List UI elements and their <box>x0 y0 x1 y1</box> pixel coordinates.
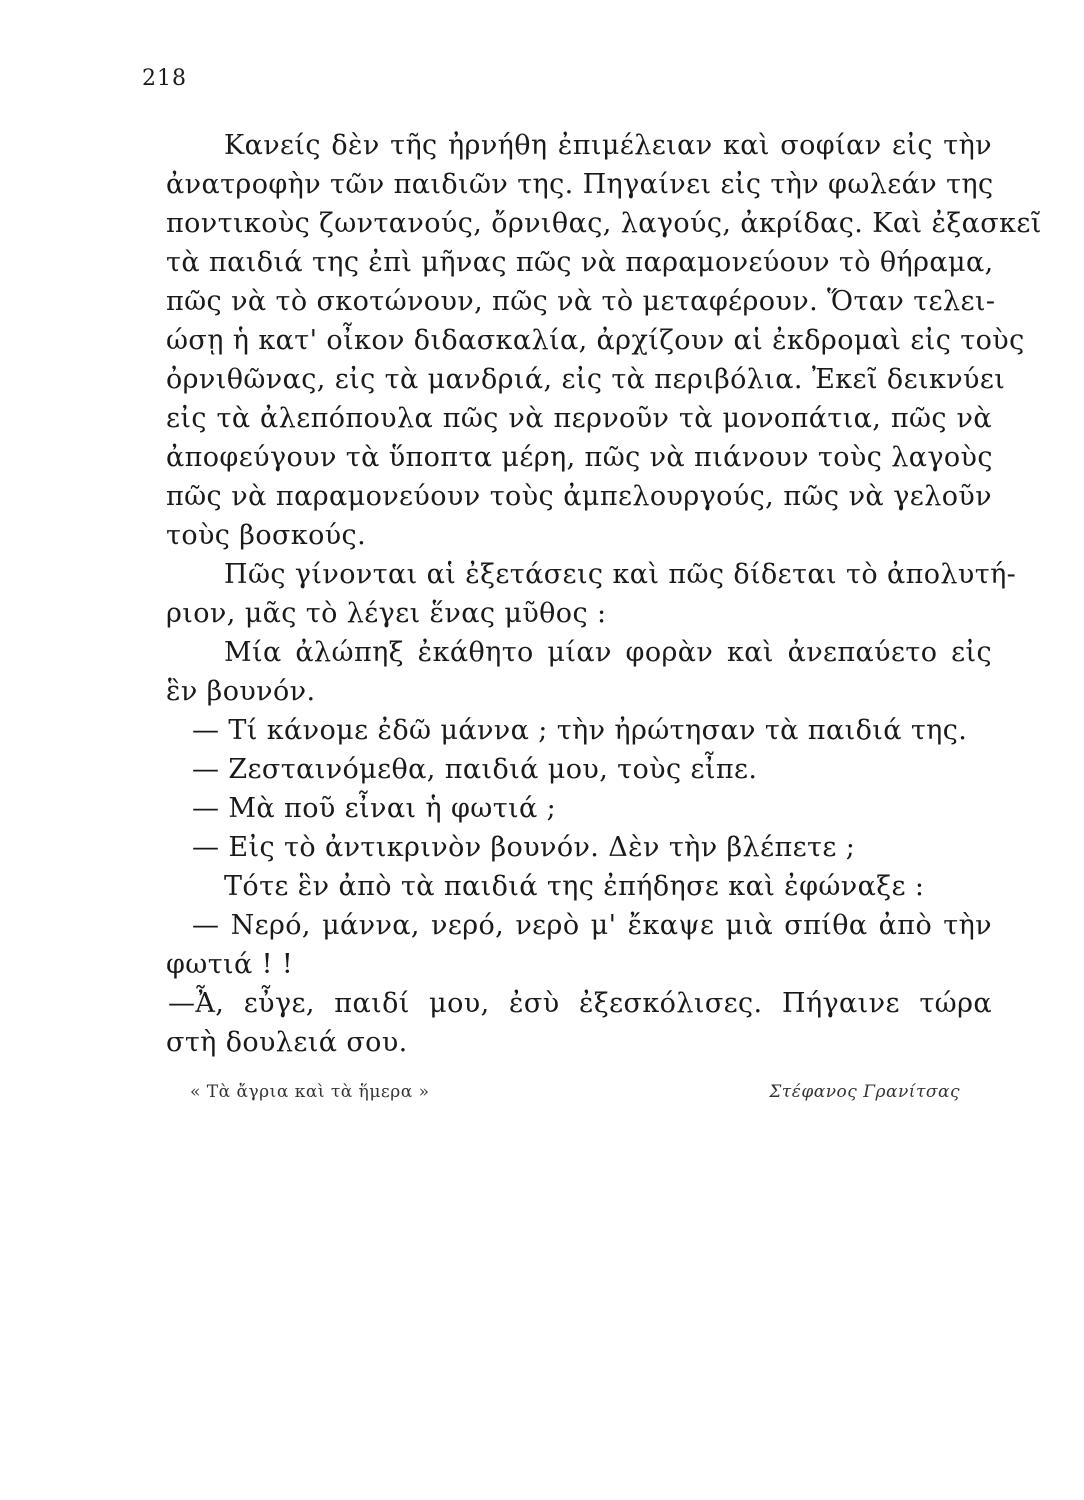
text-line: πῶς νὰ τὸ σκοτώνουν, πῶς νὰ τὸ μεταφέρουν. Ὅταν τελει- <box>166 286 996 317</box>
text-line: ἓν βουνόν. <box>166 676 316 707</box>
text-line: ώσῃ ἡ κατ' οἶκον διδασκαλία, ἀρχίζουν αἱ ἐκδρομαὶ εἰς τοὺς <box>166 325 1025 356</box>
text-line: τοὺς βοσκούς. <box>166 520 367 551</box>
page-number: 218 <box>142 66 187 91</box>
dialogue-line: — Νερό, μάννα, νερό, νερὸ μ' ἔκαψε μιὰ σπίθα ἀπὸ τὴν <box>192 910 992 941</box>
text-line: φωτιά ! ! <box>166 949 294 980</box>
text-line: ἀνατροφὴν τῶν παιδιῶν της. Πηγαίνει εἰς τὴν φωλεάν της <box>166 169 994 200</box>
body-text <box>166 126 1042 1062</box>
text-line: εἰς τὰ ἀλεπόπουλα πῶς νὰ περνοῦν τὰ μονοπάτια, πῶς νὰ <box>166 403 992 434</box>
text-line: Κανείς δὲν τῆς ἠρνήθη ἐπιμέλειαν καὶ σοφίαν εἰς τὴν <box>224 130 992 161</box>
text-line: Τότε ἓν ἀπὸ τὰ παιδιά της ἐπήδησε καὶ ἐφώναξε : <box>224 871 925 902</box>
source-title: « Τὰ ἄγρια καὶ τὰ ἥμερα » <box>190 1082 430 1102</box>
dialogue-line: — Εἰς τὸ ἀντικρινὸν βουνόν. Δὲν τὴν βλέπετε ; <box>192 832 856 863</box>
text-line: ὀρνιθῶνας, εἰς τὰ μανδριά, εἰς τὰ περιβόλια. Ἐκεῖ δεικνύει <box>166 364 1006 395</box>
text-line: Μία ἀλώπηξ ἐκάθητο μίαν φορὰν καὶ ἀνεπαύετο εἰς <box>224 637 992 668</box>
dialogue-line: — Μὰ ποῦ εἶναι ἡ φωτιά ; <box>192 793 557 824</box>
text-line: Πῶς γίνονται αἱ ἐξετάσεις καὶ πῶς δίδεται τὸ ἀπολυτή- <box>224 559 1017 590</box>
text-line: ἀποφεύγουν τὰ ὕποπτα μέρη, πῶς νὰ πιάνουν τοὺς λαγοὺς <box>166 442 993 473</box>
author-name: Στέφανος Γρανίτσας <box>769 1082 960 1102</box>
text-line: τὰ παιδιά της ἐπὶ μῆνας πῶς νὰ παραμονεύουν τὸ θήραμα, <box>166 247 994 278</box>
dialogue-line: — Ζεσταινόμεθα, παιδιά μου, τοὺς εἶπε. <box>192 754 758 785</box>
text-line: ριον, μᾶς τὸ λέγει ἕνας μῦθος : <box>166 598 607 629</box>
text-line: πῶς νὰ παραμονεύουν τοὺς ἀμπελουργούς, πῶς νὰ γελοῦν <box>166 481 992 512</box>
text-line: ποντικοὺς ζωντανούς, ὄρνιθας, λαγούς, ἀκρίδας. Καὶ ἐξασκεῖ <box>166 208 1042 239</box>
dialogue-line: — Τί κάνομε ἐδῶ μάννα ; τὴν ἠρώτησαν τὰ παιδιά της. <box>192 715 968 746</box>
dialogue-line: —Ἆ, εὖγε, παιδί μου, ἐσὺ ἐξεσκόλισες. Πήγαινε τώρα <box>168 988 992 1019</box>
source-attribution <box>190 1076 960 1112</box>
text-line: στὴ δουλειά σου. <box>166 1027 408 1058</box>
